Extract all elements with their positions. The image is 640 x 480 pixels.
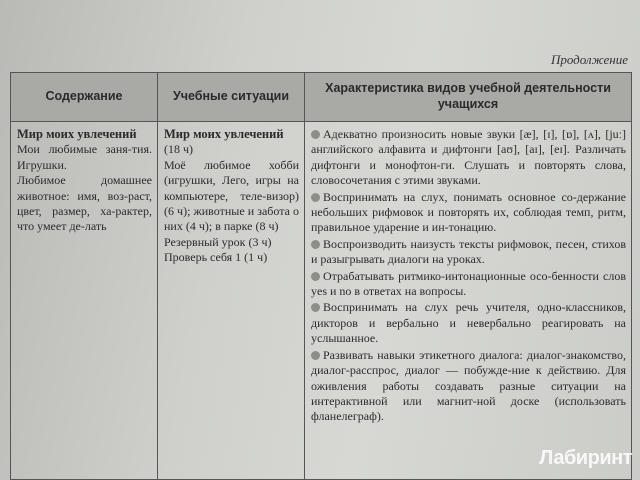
- activity-item: Развивать навыки этикетного диалога: диалог-знакомство, диалог-расспрос, диалог — побужде-ние к действию. Для оживления работы создавать разные ситуации на интерактивной или магнит-ной доске (использовать фланелеграф).: [311, 347, 626, 424]
- table-row: [11, 122, 632, 480]
- continuation-label: Продолжение: [550, 52, 628, 67]
- situations-topic: Мир моих увлечений: [164, 127, 284, 141]
- content-line: Любимое домашнее животное: имя, воз-раст, цвет, размер, ха-рактер, что умеет де-лать: [17, 173, 152, 234]
- activity-item: Отрабатывать ритмико-интонационные осо-бенности слов yes и no в ответах на вопросы.: [311, 268, 626, 299]
- header-learning-situations: Учебные ситуации: [158, 73, 305, 122]
- situations-line: Резервный урок (3 ч): [164, 234, 272, 249]
- labirint-watermark: Лабиринт: [539, 447, 632, 469]
- activity-item: Воспринимать на слух, понимать основное со-держание небольших рифмовок и повторять их, соблюдая темп, ритм, правильное ударение и ин-тонацию.: [311, 189, 626, 235]
- content-topic: Мир моих увлечений: [17, 127, 137, 141]
- bullet-icon: [311, 193, 320, 202]
- bullet-icon: [311, 240, 320, 249]
- header-content: Содержание: [11, 73, 158, 122]
- situations-line: Моё любимое хобби (игрушки, Лего, игры на компьютере, теле-визор) (6 ч); животные и забота о них (4 ч); в парке (8 ч): [164, 157, 299, 234]
- activity-item: Воспринимать на слух речь учителя, одно-классников, дикторов и вербально и невербально реагировать на услышанное.: [311, 300, 626, 346]
- activity-item: Воспроизводить наизусть тексты рифмовок, песен, стихов и разыгрывать диалоги на уроках.: [311, 236, 626, 267]
- activity-item: Адекватно произносить новые звуки [æ], [ɪ], [ɒ], [ʌ], [juː] английского алфавита и дифтонги [aʊ], [aɪ], [eɪ]. Различать дифтонги и монофтон-ги. Слушать и повторять слова, словосочетания с этими звуками.: [311, 127, 626, 188]
- situations-cell: [158, 122, 305, 480]
- content-cell: [11, 122, 158, 480]
- bullet-icon: [311, 130, 320, 139]
- activities-cell: [305, 122, 632, 480]
- bullet-icon: [311, 303, 320, 312]
- bullet-icon: [311, 351, 320, 360]
- situations-hours: (18 ч): [164, 142, 194, 157]
- situations-line: Проверь себя 1 (1 ч): [164, 250, 268, 265]
- table-header-row: [11, 73, 632, 122]
- bullet-icon: [311, 272, 320, 281]
- header-activity-characteristics: Характеристика видов учебной деятельности учащихся: [305, 73, 632, 122]
- curriculum-table: [10, 72, 632, 480]
- content-line: Мои любимые заня-тия. Игрушки.: [17, 142, 152, 172]
